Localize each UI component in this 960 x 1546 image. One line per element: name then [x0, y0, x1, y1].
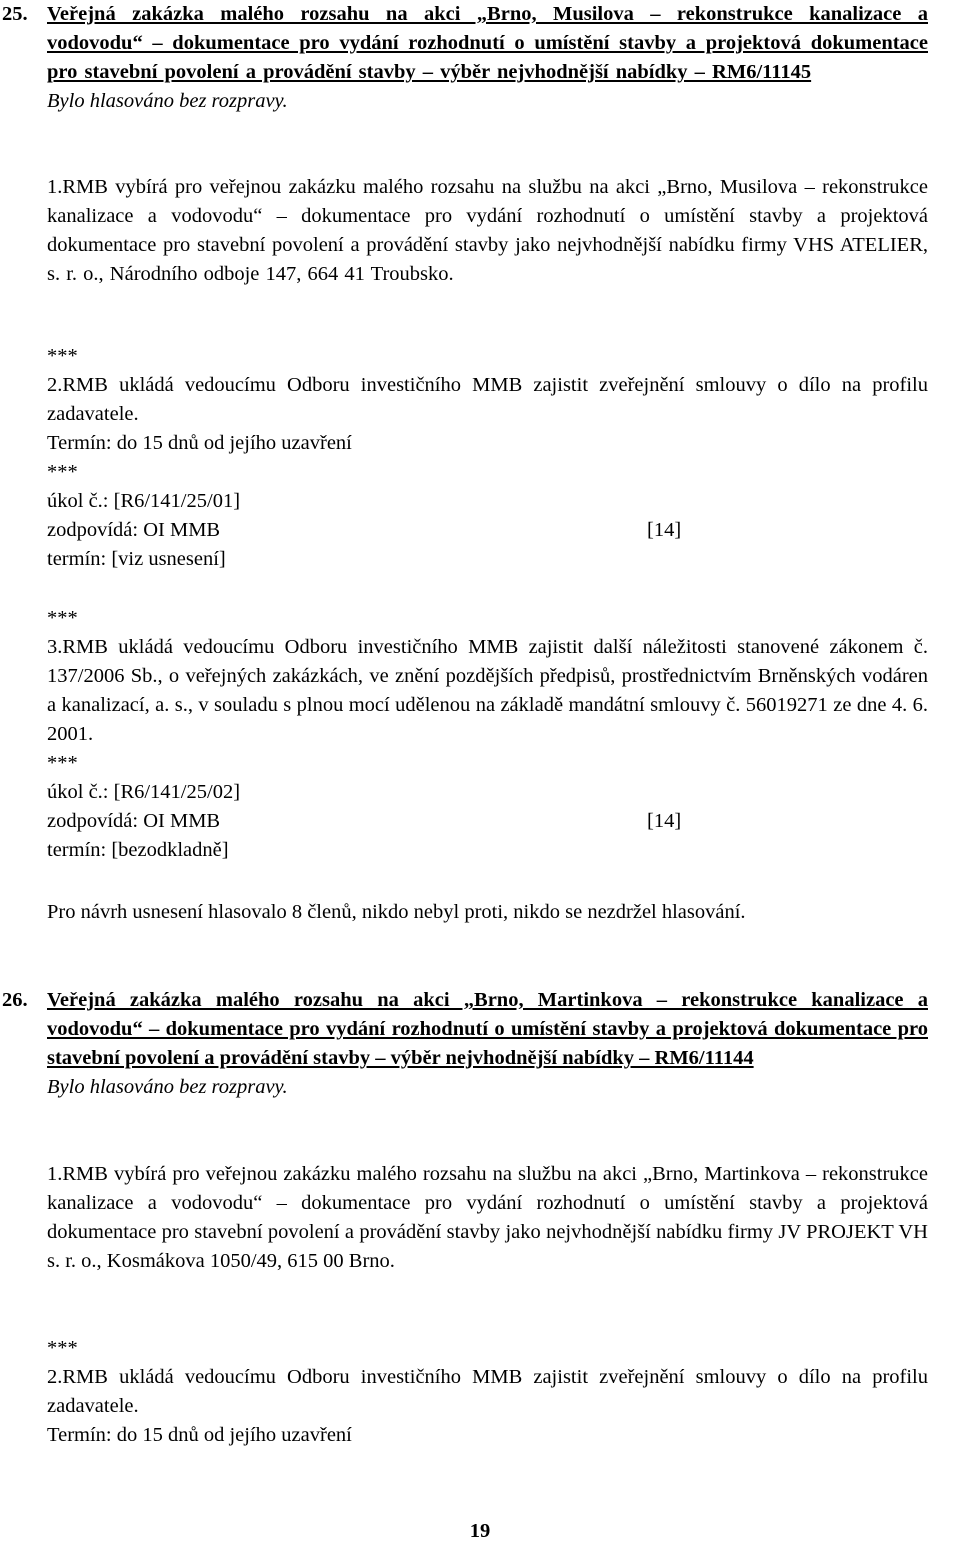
item-header [0, 0, 960, 87]
task-due: termín: [viz usnesení] [47, 548, 226, 570]
task-responsible-row [47, 516, 928, 545]
task-responsible-row [47, 807, 928, 836]
resolution-2-group [47, 342, 928, 574]
task-id: úkol č.: [R6/141/25/02] [47, 781, 241, 803]
resolution-2-group [47, 1334, 928, 1450]
separator-stars: *** [47, 752, 78, 774]
separator-stars: *** [47, 345, 78, 367]
no-debate-note: Bylo hlasováno bez rozpravy. [47, 1076, 288, 1098]
item-number: 26. [2, 989, 28, 1011]
resolution-1: 1.RMB vybírá pro veřejnou zakázku malého rozsahu na službu na akci „Brno, Musilova – rekonstrukce kanalizace a vodovodu“ – dokumentace pro vydání rozhodnutí o umístění stavby a projektová dokumentace pro stavební povolení a provádění stavby jako nejvhodnější nabídku firmy VHS ATELIER, s. r. o., Národního odboje 147, 664 41 Troubsko. [47, 176, 928, 285]
resolution-1: 1.RMB vybírá pro veřejnou zakázku malého rozsahu na službu na akci „Brno, Martinkova – rekonstrukce kanalizace a vodovodu“ – dokumentace pro vydání rozhodnutí o umístění stavby a projektová dokumentace pro stavební povolení a provádění stavby jako nejvhodnější nabídku firmy JV PROJEKT VH s. r. o., Kosmákova 1050/49, 615 00 Brno. [47, 1163, 928, 1272]
page-number: 19 [469, 1520, 491, 1542]
deadline: Termín: do 15 dnů od jejího uzavření [47, 432, 352, 454]
task-id: úkol č.: [R6/141/25/01] [47, 490, 241, 512]
item-title: Veřejná zakázka malého rozsahu na akci „Brno, Martinkova – rekonstrukce kanalizace a vodovodu“ – dokumentace pro vydání rozhodnutí o umístění stavby a projektová dokumentace pro stavební povolení a provádění stavby – výběr nejvhodnější nabídky – RM6/11144 [47, 989, 928, 1069]
deadline: Termín: do 15 dnů od jejího uzavření [47, 1424, 352, 1446]
task-code: [14] [647, 519, 682, 541]
resolution-3-group [47, 604, 928, 865]
vote-result: Pro návrh usnesení hlasovalo 8 členů, nikdo nebyl proti, nikdo se nezdržel hlasování. [47, 901, 746, 923]
resolution-2: 2.RMB ukládá vedoucímu Odboru investičního MMB zajistit zveřejnění smlouvy o dílo na profilu zadavatele. [47, 1366, 928, 1417]
resolution-2: 2.RMB ukládá vedoucímu Odboru investičního MMB zajistit zveřejnění smlouvy o dílo na profilu zadavatele. [47, 374, 928, 425]
item-number: 25. [2, 3, 28, 25]
agenda-item-25 [0, 0, 960, 116]
separator-stars: *** [47, 607, 78, 629]
resolution-3: 3.RMB ukládá vedoucímu Odboru investičního MMB zajistit další náležitosti stanovené zákonem č. 137/2006 Sb., o veřejných zakázkách, ve znění pozdějších předpisů, prostřednictvím Brněnských vodáren a kanalizací, a. s., v souladu s plnou mocí udělenou na základě mandátní smlouvy č. 56019271 ze dne 4. 6. 2001. [47, 636, 928, 745]
task-responsible: zodpovídá: OI MMB [47, 519, 221, 541]
separator-stars: *** [47, 461, 78, 483]
task-due: termín: [bezodkladně] [47, 839, 229, 861]
item-header [0, 986, 960, 1073]
item-title: Veřejná zakázka malého rozsahu na akci „Brno, Musilova – rekonstrukce kanalizace a vodovodu“ – dokumentace pro vydání rozhodnutí o umístění stavby a projektová dokumentace pro stavební povolení a provádění stavby – výběr nejvhodnější nabídky – RM6/11145 [47, 3, 928, 83]
agenda-item-26 [0, 986, 960, 1102]
task-responsible: zodpovídá: OI MMB [47, 810, 221, 832]
task-code: [14] [647, 810, 682, 832]
no-debate-note: Bylo hlasováno bez rozpravy. [47, 90, 288, 112]
separator-stars: *** [47, 1337, 78, 1359]
